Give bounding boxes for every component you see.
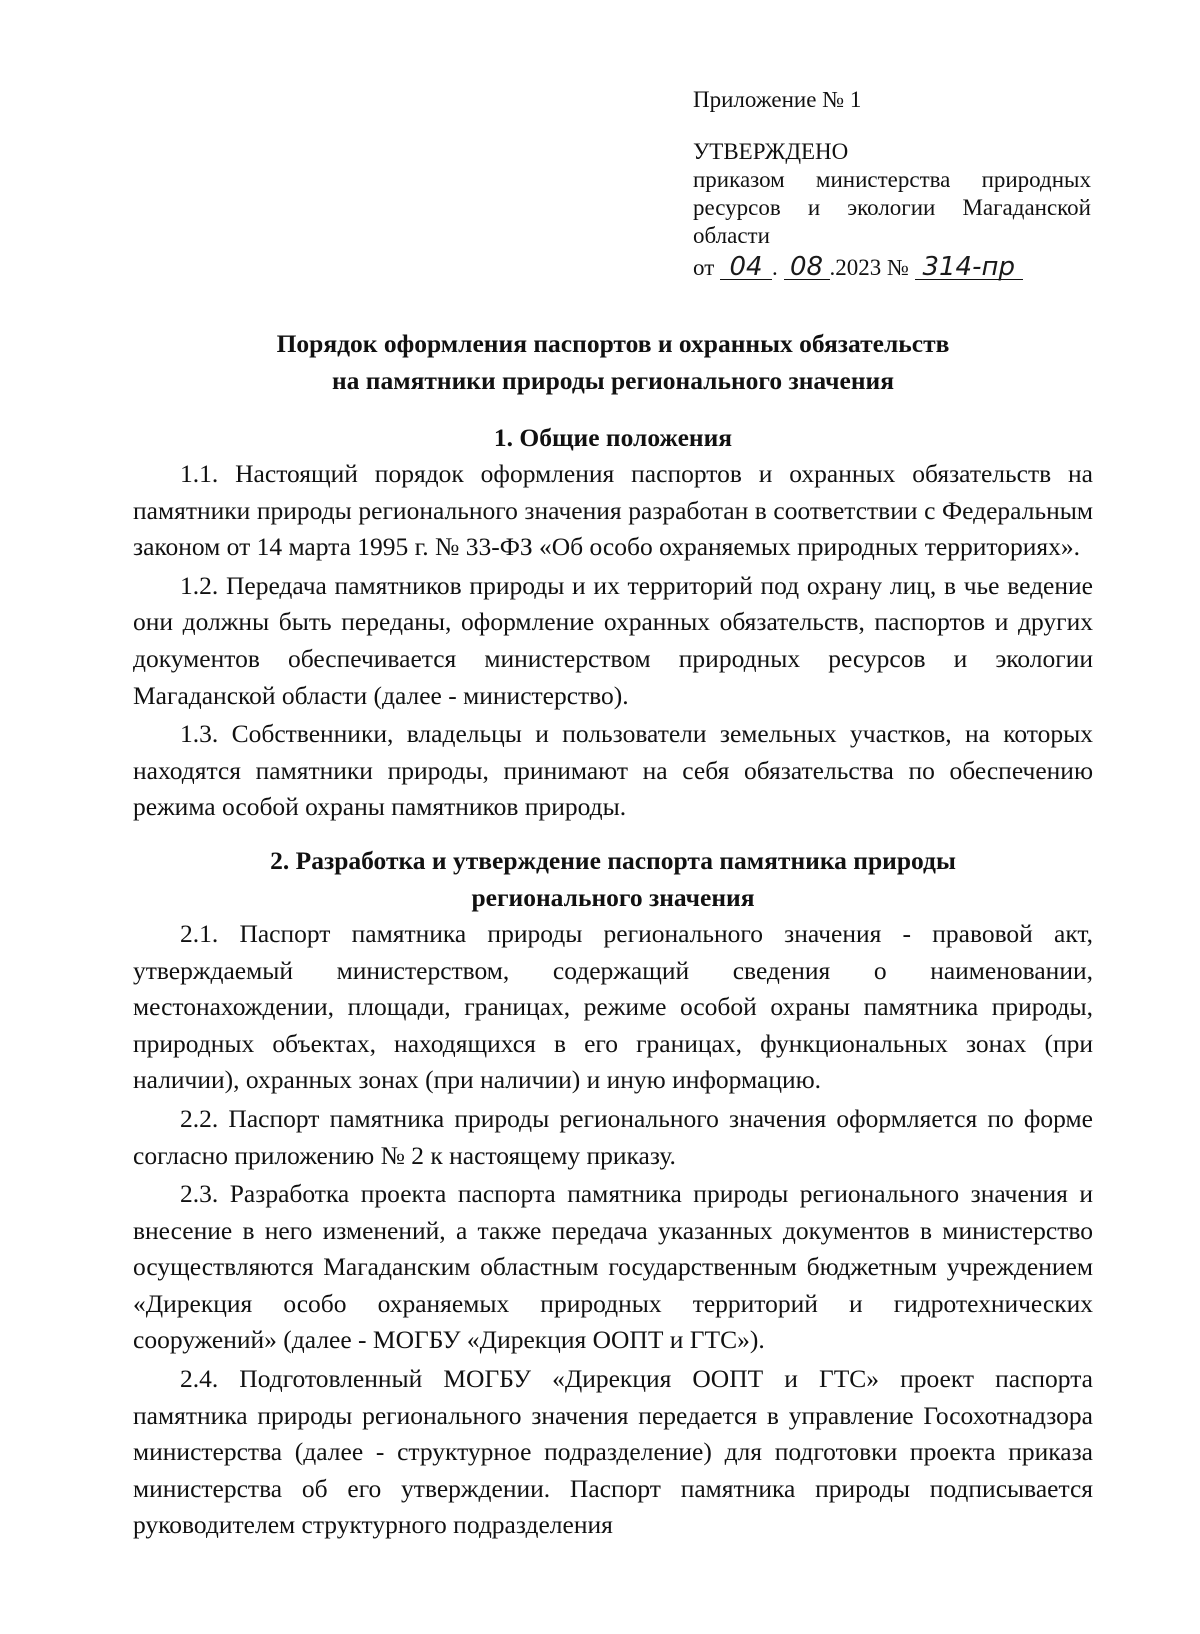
paragraph-1-1: 1.1. Настоящий порядок оформления паспортов и охранных обязательств на памятники природы регионального значения разработан в соответствии с Федеральным законом от 14 марта 1995 г. № 33-ФЗ «Об особо охраняемых природных территориях». [133, 459, 1093, 562]
order-date-line: от 04 . 08 .2023 № 314-пр [693, 254, 1091, 282]
date-prefix: от [693, 255, 715, 280]
paragraph-1-3: 1.3. Собственники, владельцы и пользователи земельных участков, на которых находятся памятники природы, принимают на себя обязательства по обеспечению режима особой охраны памятников природы. [133, 719, 1093, 822]
annex-label: Приложение № 1 [693, 87, 862, 112]
handwritten-date-month: 08 [784, 255, 830, 280]
section-1-title: 1. Общие положения [493, 423, 733, 452]
document-title-line-2: на памятники природы регионального значения [331, 366, 895, 395]
handwritten-order-number: 314-пр [915, 255, 1023, 280]
document-body [133, 325, 1093, 1546]
paragraph-1-2: 1.2. Передача памятников природы и их территорий под охрану лиц, в чье ведение они должны быть переданы, оформление охранных обязательств, паспортов и других документов обеспечивается министерством природных ресурсов и экологии Магаданской области (далее - министерство). [133, 570, 1093, 710]
date-year: .2023 № [829, 255, 909, 280]
section-2-title-line-1: 2. Разработка и утверждение паспорта памятника природы [270, 845, 956, 875]
section-2-title-line-2: регионального значения [471, 882, 755, 912]
paragraph-2-4: 2.4. Подготовленный МОГБУ «Дирекция ООПТ и ГТС» проект паспорта памятника природы регионального значения передается в управление Госохотнадзора министерства (далее - структурное подразделение) для подготовки проекта приказа министерства об его утверждении. Паспорт памятника природы подписывается руководителем структурного подразделения [133, 1364, 1093, 1540]
paragraph-2-1: 2.1. Паспорт памятника природы регионального значения - правовой акт, утверждаемый министерством, содержащий сведения о наименовании, местонахождении, площади, границах, режиме особой охраны памятника природы, природных объектах, находящихся в его границах, функциональных зонах (при наличии), охранных зонах (при наличии) и иную информацию. [133, 918, 1093, 1095]
paragraph-2-2: 2.2. Паспорт памятника природы регионального значения оформляется по форме согласно приложению № 2 к настоящему приказу. [133, 1103, 1093, 1170]
document-title-line-1: Порядок оформления паспортов и охранных обязательств [276, 329, 950, 358]
approval-block [693, 86, 1091, 282]
approved-label: УТВЕРЖДЕНО [693, 139, 849, 164]
paragraph-2-3: 2.3. Разработка проекта паспорта памятника природы регионального значения и внесение в него изменений, а также передача указанных документов в министерство осуществляются Магаданским областным государственным бюджетным учреждением «Дирекция особо охраняемых природных территорий и гидротехнических сооружений» (далее - МОГБУ «Дирекция ООПТ и ГТС»). [133, 1179, 1093, 1355]
handwritten-date-day: 04 [720, 255, 772, 280]
approving-order-text: приказом министерства природных ресурсов и экологии Магаданской области [693, 167, 1091, 248]
